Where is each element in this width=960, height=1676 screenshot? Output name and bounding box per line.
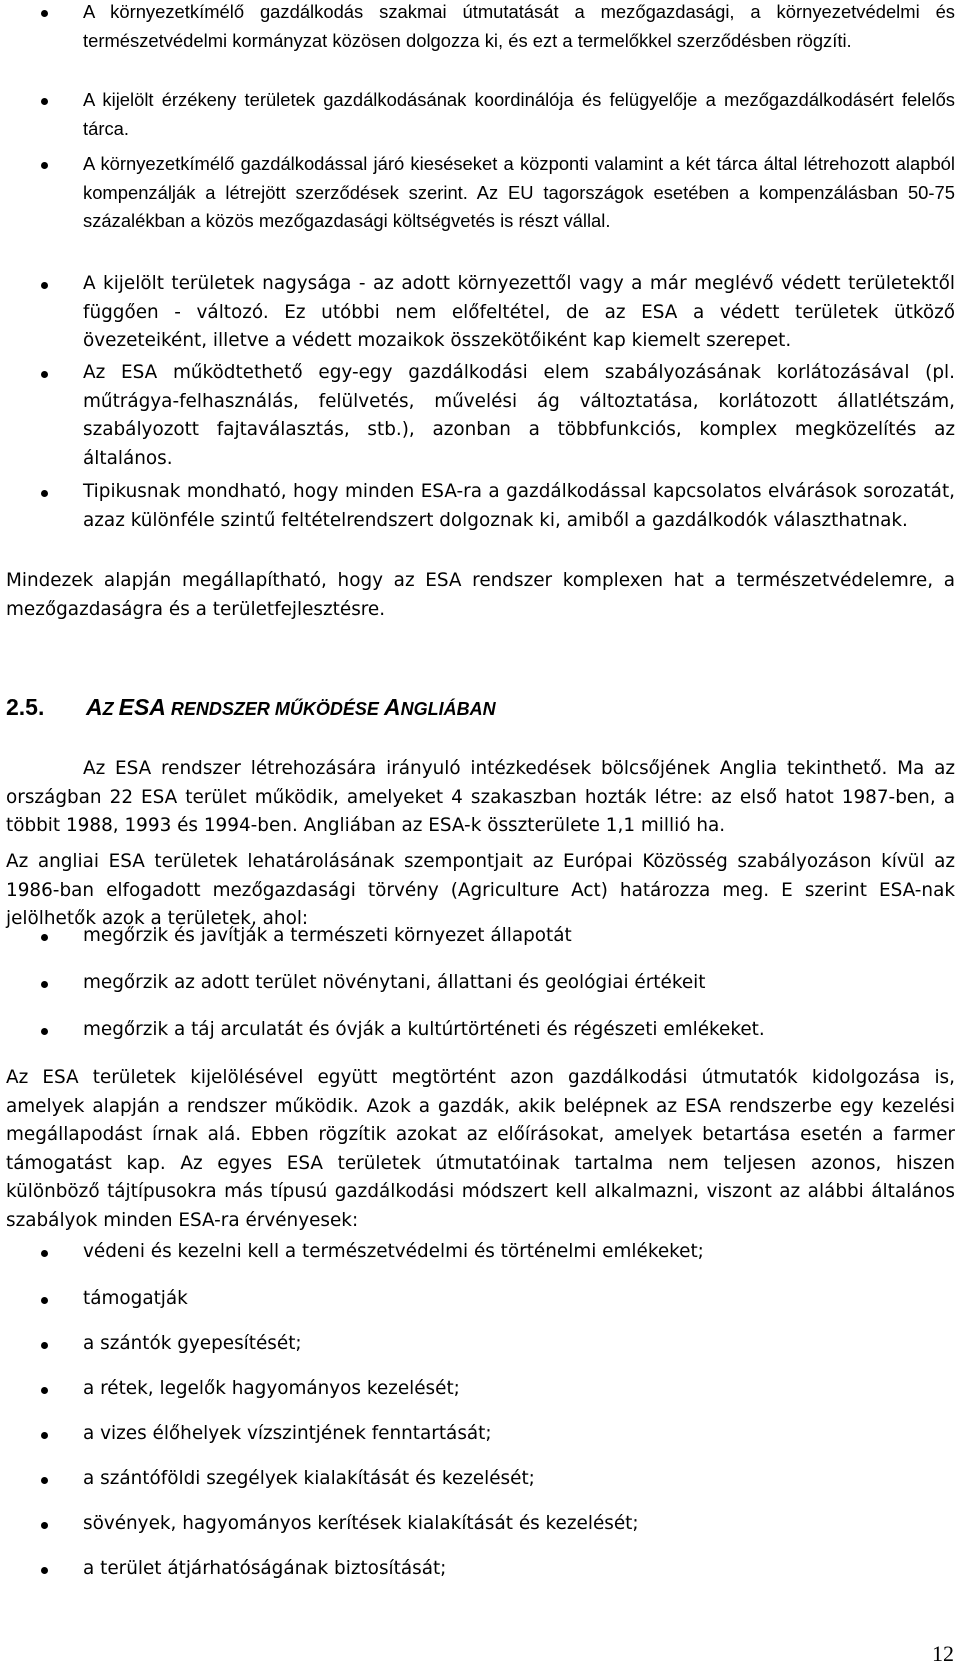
bullet-item: A kijelölt területek nagysága - az adott környezettől vagy a már meglévő védett területektől függően - változó. Ez utóbbi nem előfeltétel, de az ESA a védett területek ütköző övezeteiként, illetve a védett mozaikok összekötőiként kap kiemelt szerepet.: [83, 273, 955, 352]
bullet-dot: [41, 10, 48, 17]
bullet-dot: [41, 1342, 48, 1349]
section-heading: [6, 694, 955, 734]
title-part: RENDSZER MŰKÖDÉSE: [165, 699, 384, 719]
bullet-dot: [41, 1477, 48, 1484]
bullet-item: a szántók gyepesítését;: [83, 1333, 302, 1354]
bullet-dot: [41, 1432, 48, 1439]
bullet-dot: [41, 490, 48, 497]
bullet-item: Az ESA működtethető egy-egy gazdálkodási elem szabályozásának korlátozásával (pl. műtrágya-felhasználás, felülvetés, művelési ág változtatása, korlátozott állatlétszám, szabályozott fajtaválasztás, stb.), azonban a többfunkciós, komplex megközelítés az általános.: [83, 362, 955, 469]
bullet-item: a szántóföldi szegélyek kialakítását és kezelését;: [83, 1468, 535, 1489]
title-part: Z: [102, 699, 119, 719]
bullet-item: megőrzik a táj arculatát és óvják a kultúrtörténeti és régészeti emlékeket.: [83, 1019, 765, 1040]
bullet-dot: [41, 162, 48, 169]
bullet-dot: [41, 1567, 48, 1574]
bullet-dot: [41, 371, 48, 378]
title-part: NGLIÁBAN: [400, 699, 496, 719]
bullet-item: sövények, hagyományos kerítések kialakítását és kezelését;: [83, 1513, 639, 1534]
bullet-item: A kijelölt érzékeny területek gazdálkodásának koordinálója és felügyelője a mezőgazdálkodásért felelős tárca.: [83, 89, 955, 139]
bullet-item: megőrzik és javítják a természeti környezet állapotát: [83, 925, 572, 946]
summary-paragraph: Mindezek alapján megállapítható, hogy az ESA rendszer komplexen hat a természetvédelemre, a mezőgazdaságra és a területfejlesztésre.: [6, 570, 955, 620]
bullet-dot: [41, 981, 48, 988]
bullet-item: a rétek, legelők hagyományos kezelését;: [83, 1378, 460, 1399]
bullet-item: a vizes élőhelyek vízszintjének fenntartását;: [83, 1423, 492, 1444]
bullet-item: A környezetkímélő gazdálkodással járó kieséseket a központi valamint a két tárca által létrehozott alapból kompenzálják a létrejött szerződések szerint. Az EU tagországok esetében a kompenzálásban 50-75 százalékban a közös mezőgazdasági költségvetés is részt vállal.: [83, 153, 955, 232]
title-part: A: [383, 694, 401, 720]
bullet-item: A környezetkímélő gazdálkodás szakmai útmutatását a mezőgazdasági, a környezetvédelmi és természetvédelmi kormányzat közösen dolgozza ki, és ezt a termelőkkel szerződésben rögzíti.: [83, 1, 955, 51]
bullet-dot: [41, 1028, 48, 1035]
bullet-dot: [41, 934, 48, 941]
bullet-item: Tipikusnak mondható, hogy minden ESA-ra a gazdálkodással kapcsolatos elvárások sorozatát, azaz különféle szintű feltételrendszert dolgoznak ki, amiből a gazdálkodók választhatnak.: [83, 481, 955, 531]
page-number: 12: [932, 1641, 954, 1666]
paragraph: Az ESA területek kijelölésével együtt megtörtént azon gazdálkodási útmutatók kidolgozása is, amelyek alapján a rendszer működik. Azok a gazdák, akik belépnek az ESA rendszerbe egy kezelési megállapodást írnak alá. Ebben rögzítik azokat az előírásokat, amelyek betartása esetén a farmer támogatást kap. Az egyes ESA területek útmutatóinak tartalma nem teljesen azonos, hiszen különböző tájtípusokra más típusú gazdálkodási módszert kell alkalmazni, viszont az alábbi általános szabályok minden ESA-ra érvényesek:: [6, 1067, 955, 1231]
paragraph: Az angliai ESA területek lehatárolásának szempontjait az Európai Közösség szabályozáson kívül az 1986-ban elfogadott mezőgazdasági törvény (Agriculture Act) határozza meg. E szerint ESA-nak jelölhetők azok a területek, ahol:: [6, 851, 955, 930]
bullet-dot: [41, 1297, 48, 1304]
bullet-item: megőrzik az adott terület növénytani, állattani és geológiai értékeit: [83, 972, 706, 993]
bullet-item: védeni és kezelni kell a természetvédelmi és történelmi emlékeket;: [83, 1241, 704, 1262]
bullet-dot: [41, 282, 48, 289]
section-number: 2.5.: [6, 694, 45, 720]
bullet-dot: [41, 1250, 48, 1257]
title-part: A: [86, 694, 103, 720]
bullet-dot: [41, 1387, 48, 1394]
bullet-item: a terület átjárhatóságának biztosítását;: [83, 1558, 447, 1579]
bullet-item: támogatják: [83, 1288, 188, 1309]
paragraph: Az ESA rendszer létrehozására irányuló intézkedések bölcsőjének Anglia tekinthető. Ma az országban 22 ESA terület működik, amelyeket 4 szakaszban hozták létre: az első hatot 1987-ben, a többit 1988, 1993 és 1994-ben. Angliában az ESA-k összterülete 1,1 millió ha.: [6, 758, 955, 837]
bullet-dot: [41, 98, 48, 105]
title-part: ESA: [118, 694, 166, 720]
bullet-dot: [41, 1522, 48, 1529]
section-title: [86, 694, 496, 721]
